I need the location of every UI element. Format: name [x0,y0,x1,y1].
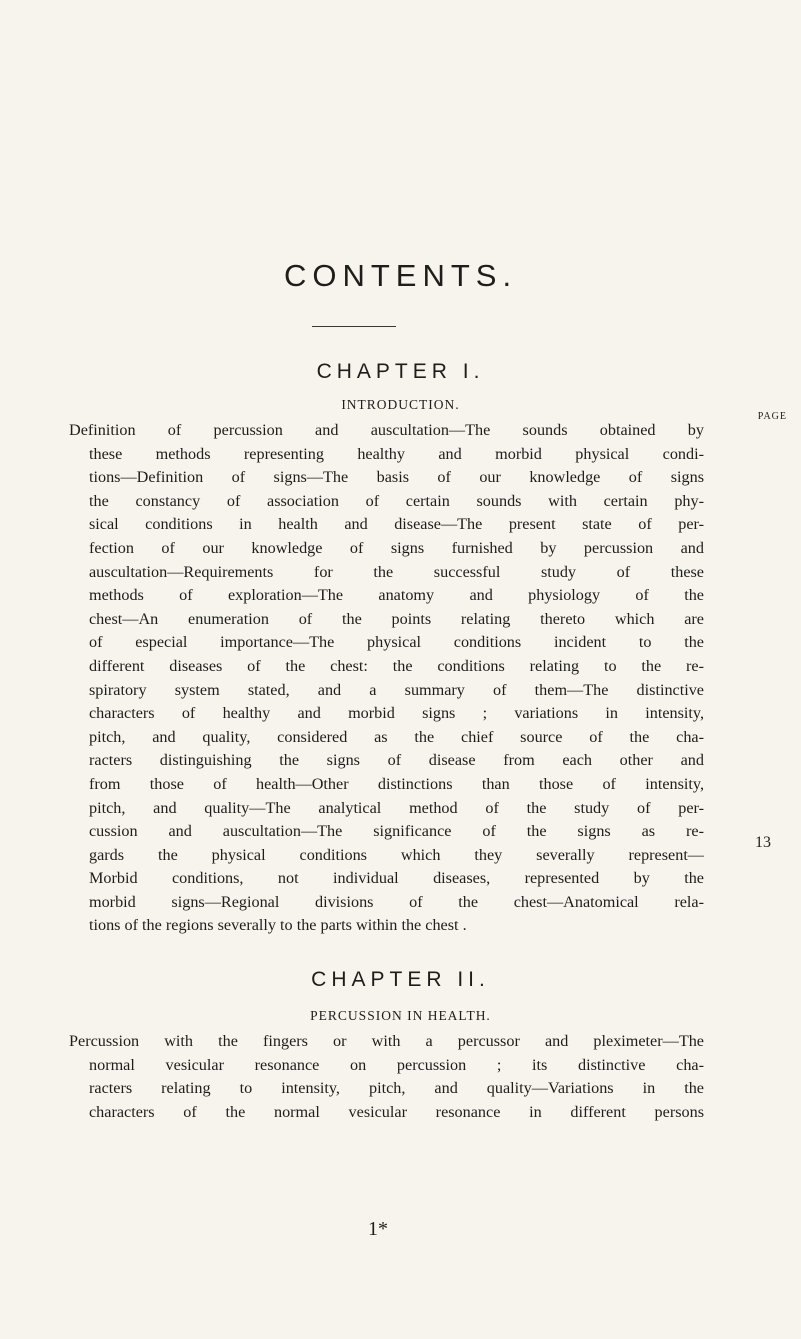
summary-line: Percussion with the fingers or with a percussor and pleximeter—The [69,1032,704,1050]
summary-line: cussion and auscultation—The significance of the signs as re- [89,822,704,841]
summary-line: chest—An enumeration of the points relating thereto which are [89,609,704,628]
summary-line: pitch, and quality—The analytical method of the study of per- [89,798,704,817]
summary-line: spiratory system stated, and a summary of them—The distinctive [89,680,704,699]
summary-line: racters relating to intensity, pitch, and quality—Variations in the [89,1079,704,1098]
title-rule [312,326,396,327]
chapter-1-summary [69,419,704,938]
chapter-2-heading: CHAPTER II. [311,968,490,991]
summary-line: gards the physical conditions which they severally represent— [89,845,704,864]
chapter-2-subtitle: PERCUSSION IN HEALTH. [310,1008,491,1023]
summary-line: auscultation—Requirements for the successful study of these [89,562,704,581]
summary-line: racters distinguishing the signs of disease from each other and [89,751,704,770]
summary-line: fection of our knowledge of signs furnished by percussion and [89,538,704,557]
chapter-2-summary [69,1030,704,1124]
summary-line: the constancy of association of certain sounds with certain phy- [89,491,704,510]
contents-title: CONTENTS. [283,258,518,293]
summary-line: characters of the normal vesicular resonance in different persons [89,1102,704,1121]
summary-line: normal vesicular resonance on percussion ; its distinctive cha- [89,1055,704,1074]
summary-line: from those of health—Other distinctions than those of intensity, [89,774,704,793]
chapter-1-subtitle: INTRODUCTION. [341,397,460,412]
summary-line: sical conditions in health and disease—The present state of per- [89,515,704,534]
summary-line: methods of exploration—The anatomy and physiology of the [89,586,704,605]
chapter-1-heading: CHAPTER I. [316,360,485,383]
summary-line: morbid signs—Regional divisions of the chest—Anatomical rela- [89,892,704,911]
summary-line: Morbid conditions, not individual diseases, represented by the [89,869,704,888]
summary-line: Definition of percussion and auscultation—The sounds obtained by [69,421,704,439]
summary-line: characters of healthy and morbid signs ; variations in intensity, [89,704,704,723]
summary-line: pitch, and quality, considered as the chief source of the cha- [89,727,704,746]
summary-line: tions—Definition of signs—The basis of our knowledge of signs [89,468,704,487]
summary-line: these methods representing healthy and morbid physical condi- [89,444,704,463]
page-column-label: PAGE [757,411,787,422]
summary-line: of especial importance—The physical conditions incident to the [89,633,704,652]
chapter-1-page-number: 13 [755,834,771,851]
summary-line: tions of the regions severally to the parts within the chest . [89,916,467,935]
signature-mark: 1* [368,1218,388,1240]
summary-line: different diseases of the chest: the conditions relating to the re- [89,656,704,675]
